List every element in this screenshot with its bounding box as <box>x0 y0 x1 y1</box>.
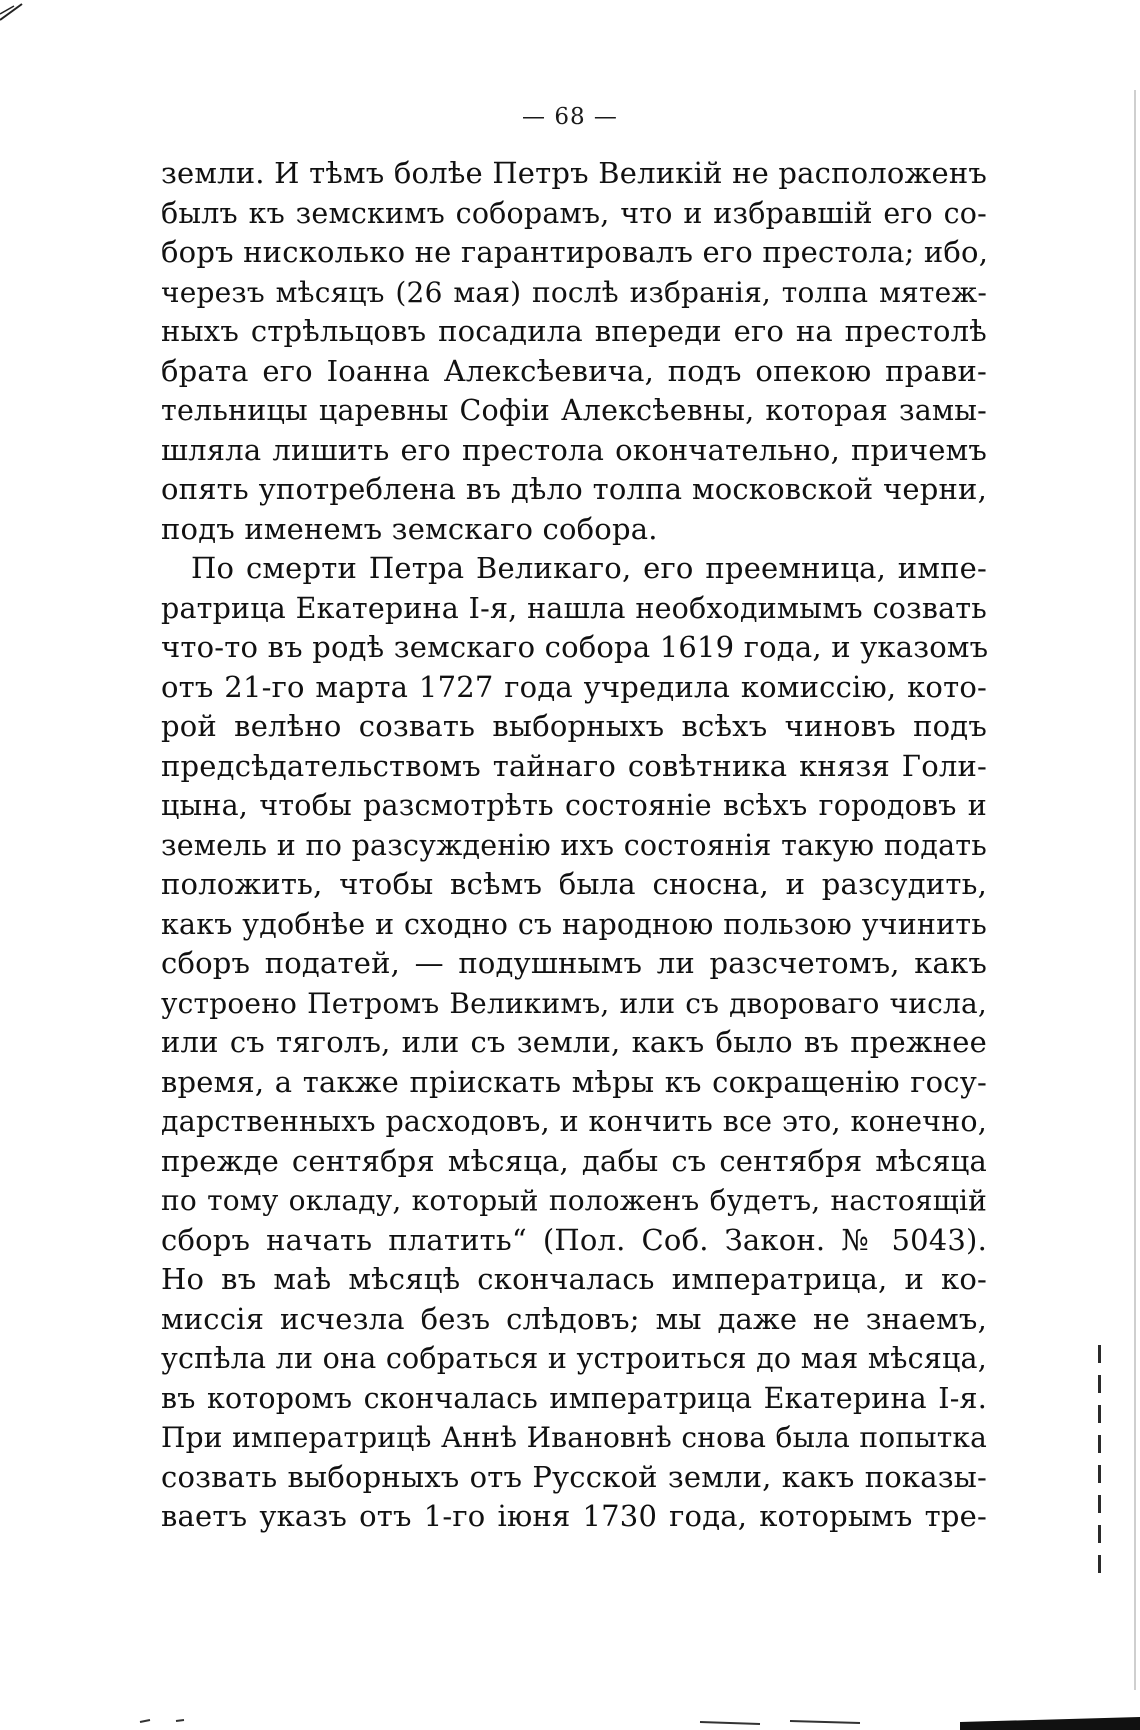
text-line: или съ тяголъ, или съ земли, какъ было въ прежнее <box>161 1025 987 1059</box>
text-line: подъ именемъ земскаго собора. <box>161 511 658 546</box>
text-line: цына, чтобы разсмотрѣть состояніе всѣхъ городовъ и <box>161 789 987 822</box>
text-line: ныхъ стрѣльцовъ посадила впереди его на престолѣ <box>161 314 987 348</box>
text-line: земель и по разсужденію ихъ состоянія такую подать <box>161 828 987 862</box>
text-line: отъ 21-го марта 1727 года учредила комиссію, кото- <box>161 669 987 704</box>
text-line: какъ удобнѣе и сходно съ народною пользою учинить <box>161 907 987 941</box>
text-line: сборъ начать платить“ (Пол. Соб. Закон. № 5043). <box>161 1222 987 1257</box>
text-line: шляла лишить его престола окончательно, причемъ <box>161 432 987 467</box>
text-line: ратрица Екатерина I-я, нашла необходимымъ созвать <box>161 591 987 625</box>
text-line: тельницы царевны Софіи Алексѣевны, которая замы- <box>161 394 987 427</box>
text-line: опять употреблена въ дѣло толпа московской черни, <box>161 472 987 506</box>
text-line: сборъ податей, — подушнымъ ли разсчетомъ, какъ <box>161 946 987 980</box>
text-line: миссія исчезла безъ слѣдовъ; мы даже не знаемъ, <box>161 1301 987 1336</box>
text-line: дарственныхъ расходовъ, и кончить все это, конечно, <box>161 1105 987 1138</box>
text-line: созвать выборныхъ отъ Русской земли, какъ показы- <box>161 1459 987 1494</box>
text-line: по тому окладу, который положенъ будетъ, настоящій <box>161 1184 987 1217</box>
text-line: время, а также пріискать мѣры къ сокращенію госу- <box>161 1064 987 1099</box>
text-line: прежде сентября мѣсяца, дабы съ сентября мѣсяца <box>161 1143 987 1178</box>
text-line: боръ нисколько не гарантировалъ его престола; ибо, <box>161 235 989 269</box>
text-line: что-то въ родѣ земскаго собора 1619 года, и указомъ <box>161 630 989 664</box>
text-line: устроено Петромъ Великимъ, или съ двороваго числа, <box>161 986 987 1020</box>
text-line: При императрицѣ Аннѣ Ивановнѣ снова была попытка <box>161 1421 987 1454</box>
text-line: земли. И тѣмъ болѣе Петръ Великій не расположенъ <box>161 156 987 190</box>
text-line: брата его Іоанна Алексѣевича, подъ опекою прави- <box>161 353 987 388</box>
text-line: черезъ мѣсяцъ (26 мая) послѣ избранія, толпа мятеж- <box>161 275 987 309</box>
text-line: въ которомъ скончалась императрица Екатерина I-я. <box>161 1381 987 1415</box>
text-line: былъ къ земскимъ соборамъ, что и избравшій его со- <box>161 196 987 230</box>
text-line: рой велѣно созвать выборныхъ всѣхъ чиновъ подъ <box>161 709 987 743</box>
page-number: — 68 — <box>522 104 618 130</box>
text-line: Но въ маѣ мѣсяцѣ скончалась императрица, и ко- <box>161 1262 987 1296</box>
text-line: успѣла ли она собраться и устроиться до мая мѣсяца, <box>161 1342 987 1375</box>
text-line: ваетъ указъ отъ 1-го іюня 1730 года, которымъ тре- <box>161 1499 987 1533</box>
text-line: положить, чтобы всѣмъ была сносна, и разсудить, <box>161 867 987 901</box>
text-line: По смерти Петра Великаго, его преемница, импе- <box>191 551 987 585</box>
text-line: предсѣдательствомъ тайнаго совѣтника князя Голи- <box>161 748 987 783</box>
